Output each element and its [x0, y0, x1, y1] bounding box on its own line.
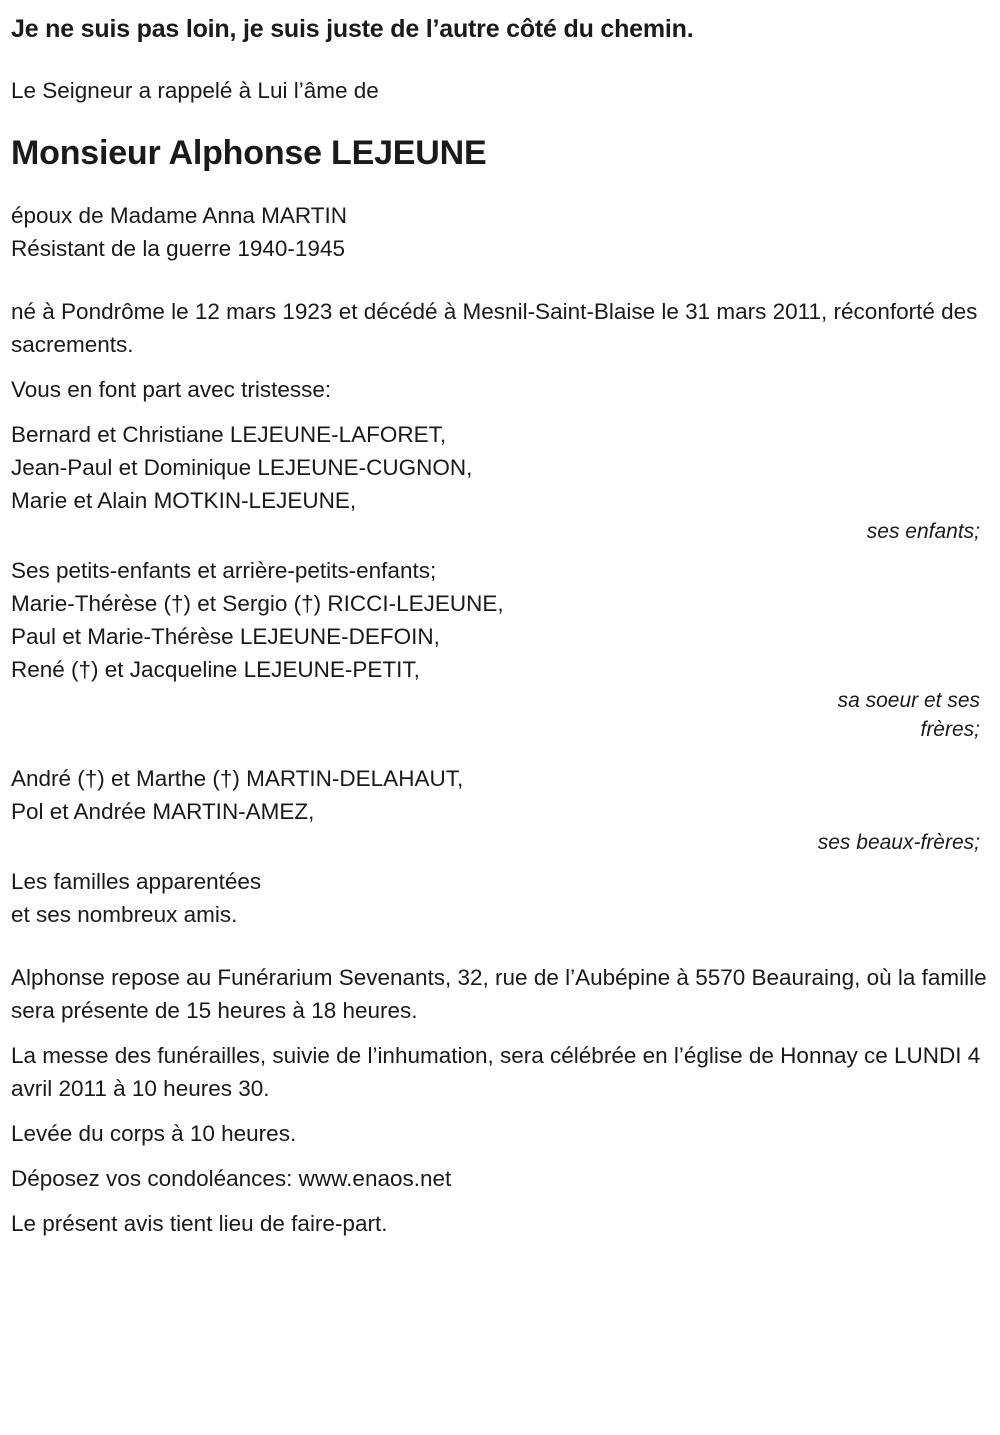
spacer: [11, 406, 990, 418]
repose-info: Alphonse repose au Funérarium Sevenants, 32, rue de l’Aubépine à 5570 Beauraing, où la famille sera présente de 15 heures à 18 heures.: [11, 965, 987, 1023]
survivor-name: André (†) et Marthe (†) MARTIN-DELAHAUT,: [11, 766, 464, 791]
survivor-name: Marie-Thérèse (†) et Sergio (†) RICCI-LEJEUNE,: [11, 591, 504, 616]
footer-note: Le présent avis tient lieu de faire-part.: [11, 1211, 388, 1236]
relation-label-brothers-in-law: ses beaux-frères;: [817, 831, 980, 854]
deceased-name: Monsieur Alphonse LEJEUNE: [11, 134, 487, 172]
spacer: [11, 1027, 990, 1039]
spacer: [11, 44, 990, 74]
survivor-name: Paul et Marie-Thérèse LEJEUNE-DEFOIN,: [11, 624, 440, 649]
spacer: [11, 857, 990, 865]
relation-label-children: ses enfants;: [866, 520, 980, 543]
spacer: [11, 107, 990, 133]
spacer: [11, 265, 990, 295]
survivor-name: Jean-Paul et Dominique LEJEUNE-CUGNON,: [11, 455, 473, 480]
spacer: [11, 173, 990, 199]
epigraph-quote: Je ne suis pas loin, je suis juste de l’autre côté du chemin.: [11, 15, 694, 43]
intro-line: Le Seigneur a rappelé à Lui l’âme de: [11, 78, 379, 103]
spacer: [11, 1195, 990, 1207]
families-line-1: Les familles apparentées: [11, 869, 262, 894]
spacer: [11, 744, 990, 762]
distinction-line: Résistant de la guerre 1940-1945: [11, 236, 345, 261]
relation-label-siblings-line1: sa soeur et ses: [837, 689, 980, 712]
spacer: [11, 931, 990, 961]
survivor-name: Bernard et Christiane LEJEUNE-LAFORET,: [11, 422, 447, 447]
spacer: [11, 546, 990, 554]
survivor-name: René (†) et Jacqueline LEJEUNE-PETIT,: [11, 657, 420, 682]
birth-death-line: né à Pondrôme le 12 mars 1923 et décédé à Mesnil-Saint-Blaise le 31 mars 2011, réconforté des sacrements.: [11, 299, 978, 357]
condolences-info: Déposez vos condoléances: www.enaos.net: [11, 1166, 452, 1191]
announcement-line: Vous en font part avec tristesse:: [11, 377, 332, 402]
levee-info: Levée du corps à 10 heures.: [11, 1121, 297, 1146]
survivor-name: Marie et Alain MOTKIN-LEJEUNE,: [11, 488, 357, 513]
families-line-2: et ses nombreux amis.: [11, 902, 238, 927]
relation-label-siblings-line2: frères;: [920, 718, 980, 741]
grandchildren-line: Ses petits-enfants et arrière-petits-enfants;: [11, 558, 437, 583]
spacer: [11, 1105, 990, 1117]
survivor-name: Pol et Andrée MARTIN-AMEZ,: [11, 799, 315, 824]
spacer: [11, 361, 990, 373]
mass-info: La messe des funérailles, suivie de l’inhumation, sera célébrée en l’église de Honnay ce LUNDI 4 avril 2011 à 10 heures 30.: [11, 1043, 981, 1101]
spacer: [11, 1150, 990, 1162]
spouse-line: époux de Madame Anna MARTIN: [11, 203, 348, 228]
